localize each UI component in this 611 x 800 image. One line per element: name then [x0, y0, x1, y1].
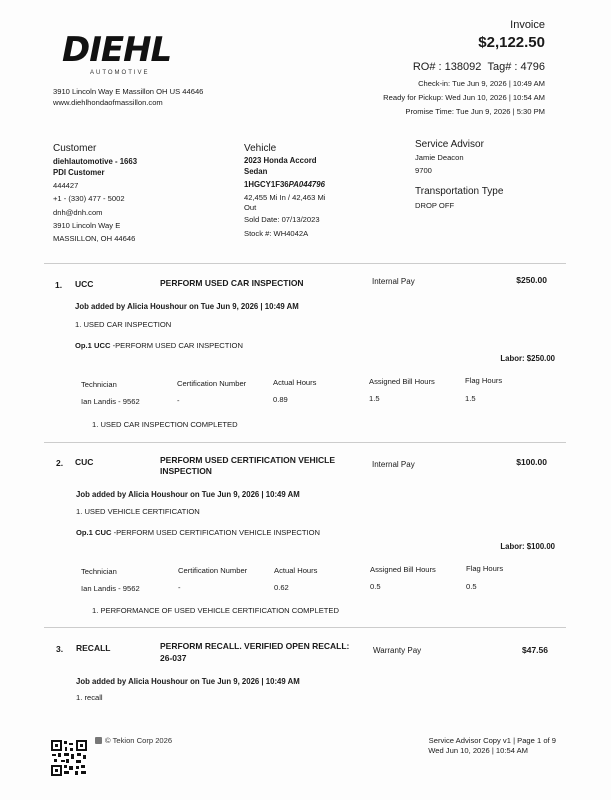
job-title: PERFORM USED CERTIFICATION VEHICLE: [160, 455, 336, 465]
tech-actual-hours: 0.62: [274, 583, 289, 592]
job-code: UCC: [75, 279, 94, 289]
vehicle-heading: Vehicle: [244, 143, 277, 154]
customer-street: 3910 Lincoln Way E: [53, 221, 121, 230]
tech-header-cert: Certification Number: [177, 379, 247, 388]
vehicle-vin: [244, 180, 325, 189]
job-labor: Labor: $250.00: [500, 354, 555, 363]
footer-copyright: [95, 736, 172, 745]
tech-header-actual: Actual Hours: [274, 566, 318, 575]
job-note: 1. USED CAR INSPECTION COMPLETED: [92, 420, 238, 429]
vehicle-body: Sedan: [244, 167, 268, 176]
tech-actual-hours: 0.89: [273, 395, 288, 404]
job-number: 3.: [56, 644, 64, 654]
tech-header-technician: Technician: [81, 567, 117, 576]
tekion-icon: [95, 737, 102, 744]
ro-tag-line: [413, 61, 545, 73]
tech-assigned-hours: 1.5: [369, 394, 380, 403]
job-pay-type: Internal Pay: [372, 277, 415, 286]
job-pay-type: Warranty Pay: [373, 646, 422, 655]
job-labor: Labor: $100.00: [500, 542, 555, 551]
tech-header-technician: Technician: [81, 380, 117, 389]
customer-email: dnh@dnh.com: [53, 208, 103, 217]
job-amount: $250.00: [516, 275, 547, 285]
tech-header-assigned: Assigned Bill Hours: [370, 565, 436, 574]
job-pay-type: Internal Pay: [372, 460, 415, 469]
advisor-heading: Service Advisor: [415, 139, 484, 150]
footer-printed-date: Wed Jun 10, 2026 | 10:54 AM: [428, 746, 528, 755]
advisor-number: 9700: [415, 166, 432, 175]
logo-text: DIEHL: [62, 30, 172, 70]
job-title-line2: 26-037: [160, 653, 187, 663]
invoice-label: Invoice: [510, 19, 545, 31]
job-description: 1. USED CAR INSPECTION: [75, 320, 172, 329]
tech-flag-hours: 0.5: [466, 582, 477, 591]
job-number: 1.: [55, 280, 63, 290]
tech-cert: -: [178, 583, 181, 592]
tech-header-flag: Flag Hours: [466, 564, 504, 573]
transport-type: DROP OFF: [415, 201, 455, 210]
job-added-by: Job added by Alicia Houshour on Tue Jun 9, 2026 | 10:49 AM: [76, 490, 300, 499]
tech-cert: -: [177, 396, 180, 405]
qr-code-graphic: [51, 740, 87, 776]
tag-number: 4796: [520, 61, 545, 73]
job-amount: $100.00: [516, 457, 547, 467]
job-operation: [76, 528, 320, 537]
customer-id: 444427: [53, 181, 79, 190]
divider: [44, 442, 566, 443]
customer-city: MASSILLON, OH 44646: [53, 234, 136, 243]
ready-time: Ready for Pickup: Wed Jun 10, 2026 | 10:54 AM: [383, 93, 545, 102]
op-description: -PERFORM USED CAR INSPECTION: [110, 341, 243, 350]
job-title: PERFORM USED CAR INSPECTION: [160, 278, 304, 288]
advisor-name: Jamie Deacon: [415, 153, 464, 162]
qr-code: [51, 740, 87, 776]
footer-copy-info: Service Advisor Copy v1 | Page 1 of 9: [428, 736, 556, 745]
ro-label: RO# :: [412, 61, 442, 73]
job-amount: $47.56: [522, 645, 548, 655]
tech-header-assigned: Assigned Bill Hours: [369, 377, 435, 386]
job-code: RECALL: [76, 643, 111, 653]
transport-heading: Transportation Type: [415, 186, 504, 197]
tech-header-actual: Actual Hours: [273, 378, 317, 387]
ro-number: 138092: [444, 61, 482, 73]
check-in-time: Check-in: Tue Jun 9, 2026 | 10:49 AM: [418, 79, 545, 88]
tech-name: Ian Landis - 9562: [81, 397, 140, 406]
vehicle-sold-date: Sold Date: 07/13/2023: [244, 215, 320, 224]
job-added-by: Job added by Alicia Houshour on Tue Jun 9, 2026 | 10:49 AM: [76, 677, 300, 686]
customer-type: PDI Customer: [53, 168, 105, 177]
job-added-by: Job added by Alicia Houshour on Tue Jun 9, 2026 | 10:49 AM: [75, 302, 299, 311]
tech-name: Ian Landis - 9562: [81, 584, 140, 593]
vehicle-mileage-out: Out: [244, 203, 257, 212]
copyright-text: © Tekion Corp 2026: [105, 736, 173, 745]
vin-prefix: 1HGCY1F36: [244, 180, 289, 189]
tech-assigned-hours: 0.5: [370, 582, 381, 591]
job-title-line2: INSPECTION: [160, 466, 212, 476]
job-code: CUC: [75, 457, 94, 467]
job-note: 1. PERFORMANCE OF USED VEHICLE CERTIFICATION COMPLETED: [92, 606, 339, 615]
logo-subtitle: AUTOMOTIVE: [90, 70, 150, 76]
tech-flag-hours: 1.5: [465, 394, 476, 403]
tag-label: Tag# :: [487, 61, 518, 73]
op-description: -PERFORM USED CERTIFICATION VEHICLE INSPECTION: [111, 528, 321, 537]
vehicle-stock: Stock #: WH4042A: [244, 229, 309, 238]
promise-time: Promise Time: Tue Jun 9, 2026 | 5:30 PM: [405, 107, 545, 116]
job-description: 1. USED VEHICLE CERTIFICATION: [76, 507, 200, 516]
op-label: Op.1 CUC: [76, 528, 112, 537]
vin-suffix: PA044796: [288, 180, 325, 189]
op-label: Op.1 UCC: [75, 341, 111, 350]
customer-heading: Customer: [53, 143, 97, 154]
vehicle-mileage: 42,455 Mi In / 42,463 Mi: [244, 193, 326, 202]
divider: [44, 263, 566, 264]
divider: [44, 627, 566, 628]
vehicle-model: 2023 Honda Accord: [244, 156, 317, 165]
tech-header-flag: Flag Hours: [465, 376, 503, 385]
company-website: www.diehlhondaofmassillon.com: [53, 98, 163, 107]
tech-header-cert: Certification Number: [178, 566, 248, 575]
job-operation: [75, 341, 243, 350]
diehl-logo: [62, 30, 182, 80]
job-number: 2.: [56, 458, 64, 468]
company-address: 3910 Lincoln Way E Massillon OH US 44646: [53, 87, 204, 96]
job-title: PERFORM RECALL. VERIFIED OPEN RECALL:: [160, 641, 350, 651]
customer-name: diehlautomotive - 1663: [53, 157, 138, 166]
invoice-total: $2,122.50: [478, 34, 545, 51]
customer-phone: +1 - (330) 477 - 5002: [53, 194, 125, 203]
job-description: 1. recall: [76, 693, 103, 702]
